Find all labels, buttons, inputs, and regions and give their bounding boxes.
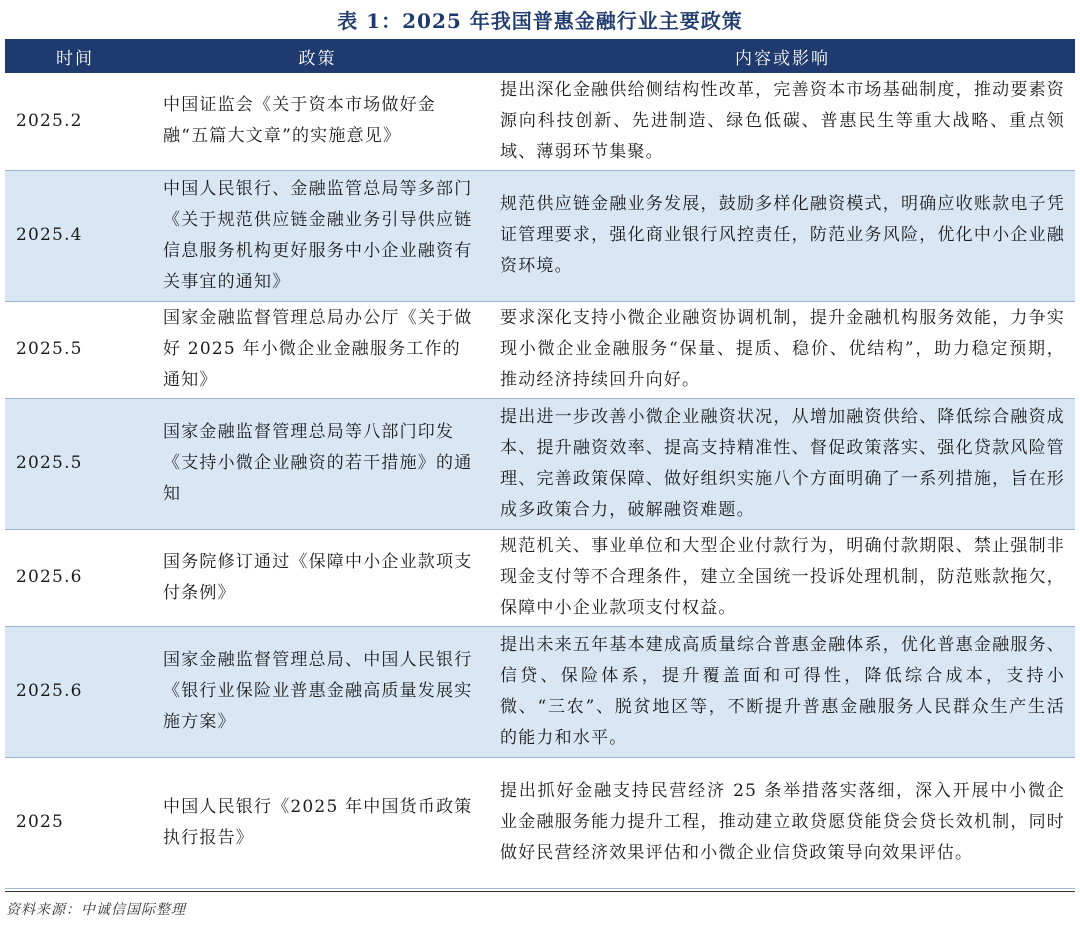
- table-row: [5, 301, 1075, 398]
- row-time: 2025.4: [5, 170, 145, 301]
- table-row: [5, 73, 1075, 170]
- row-time: 2025.5: [5, 301, 145, 398]
- row-content: 提出进一步改善小微企业融资状况，从增加融资供给、降低综合融资成本、提升融资效率、提高支持精准性、督促政策落实、强化贷款风险管理、完善政策保障、做好组织实施八个方面明确了一系列措施，旨在形成多政策合力，破解融资难题。: [490, 398, 1075, 529]
- table-header: [5, 39, 1075, 73]
- row-policy: 国家金融监督管理总局等八部门印发《支持小微企业融资的若干措施》的通知: [145, 398, 490, 529]
- table-row: [5, 626, 1075, 757]
- source-note: 资料来源：中诚信国际整理: [6, 902, 186, 918]
- header-policy: 政策: [145, 39, 490, 73]
- row-policy: 国务院修订通过《保障中小企业款项支付条例》: [145, 529, 490, 626]
- row-content: 要求深化支持小微企业融资协调机制，提升金融机构服务效能，力争实现小微企业金融服务“保量、提质、稳价、优结构”，助力稳定预期，推动经济持续回升向好。: [490, 301, 1075, 398]
- policy-table: [5, 39, 1075, 889]
- table-row: [5, 398, 1075, 529]
- table-title: 表 1：2025 年我国普惠金融行业主要政策: [337, 9, 743, 33]
- row-content: 提出未来五年基本建成高质量综合普惠金融体系，优化普惠金融服务、信贷、保险体系，提升覆盖面和可得性，降低综合成本，支持小微、“三农”、脱贫地区等，不断提升普惠金融服务人民群众生产生活的能力和水平。: [490, 626, 1075, 757]
- bottom-rule: [5, 891, 1075, 892]
- row-policy: 国家金融监督管理总局、中国人民银行《银行业保险业普惠金融高质量发展实施方案》: [145, 626, 490, 757]
- row-content: 提出抓好金融支持民营经济 25 条举措落实落细，深入开展中小微企业金融服务能力提升工程，推动建立敢贷愿贷能贷会贷长效机制，同时做好民营经济效果评估和小微企业信贷政策导向效果评估。: [490, 757, 1075, 888]
- row-time: 2025.2: [5, 73, 145, 170]
- table-row: [5, 170, 1075, 301]
- row-content: 提出深化金融供给侧结构性改革，完善资本市场基础制度，推动要素资源向科技创新、先进制造、绿色低碳、普惠民生等重大战略、重点领域、薄弱环节集聚。: [490, 73, 1075, 170]
- header-content: 内容或影响: [490, 39, 1075, 73]
- row-policy: 中国证监会《关于资本市场做好金融“五篇大文章”的实施意见》: [145, 73, 490, 170]
- row-content: 规范供应链金融业务发展，鼓励多样化融资模式，明确应收账款电子凭证管理要求，强化商业银行风控责任，防范业务风险，优化中小企业融资环境。: [490, 170, 1075, 301]
- table-row: [5, 529, 1075, 626]
- row-policy: 国家金融监督管理总局办公厅《关于做好 2025 年小微企业金融服务工作的通知》: [145, 301, 490, 398]
- row-policy: 中国人民银行、金融监管总局等多部门《关于规范供应链金融业务引导供应链信息服务机构更好服务中小企业融资有关事宜的通知》: [145, 170, 490, 301]
- row-time: 2025.6: [5, 529, 145, 626]
- row-content: 规范机关、事业单位和大型企业付款行为，明确付款期限、禁止强制非现金支付等不合理条件，建立全国统一投诉处理机制，防范账款拖欠，保障中小企业款项支付权益。: [490, 529, 1075, 626]
- row-time: 2025: [5, 757, 145, 888]
- row-policy: 中国人民银行《2025 年中国货币政策执行报告》: [145, 757, 490, 888]
- row-time: 2025.6: [5, 626, 145, 757]
- header-time: 时间: [5, 39, 145, 73]
- table-row: [5, 757, 1075, 888]
- row-time: 2025.5: [5, 398, 145, 529]
